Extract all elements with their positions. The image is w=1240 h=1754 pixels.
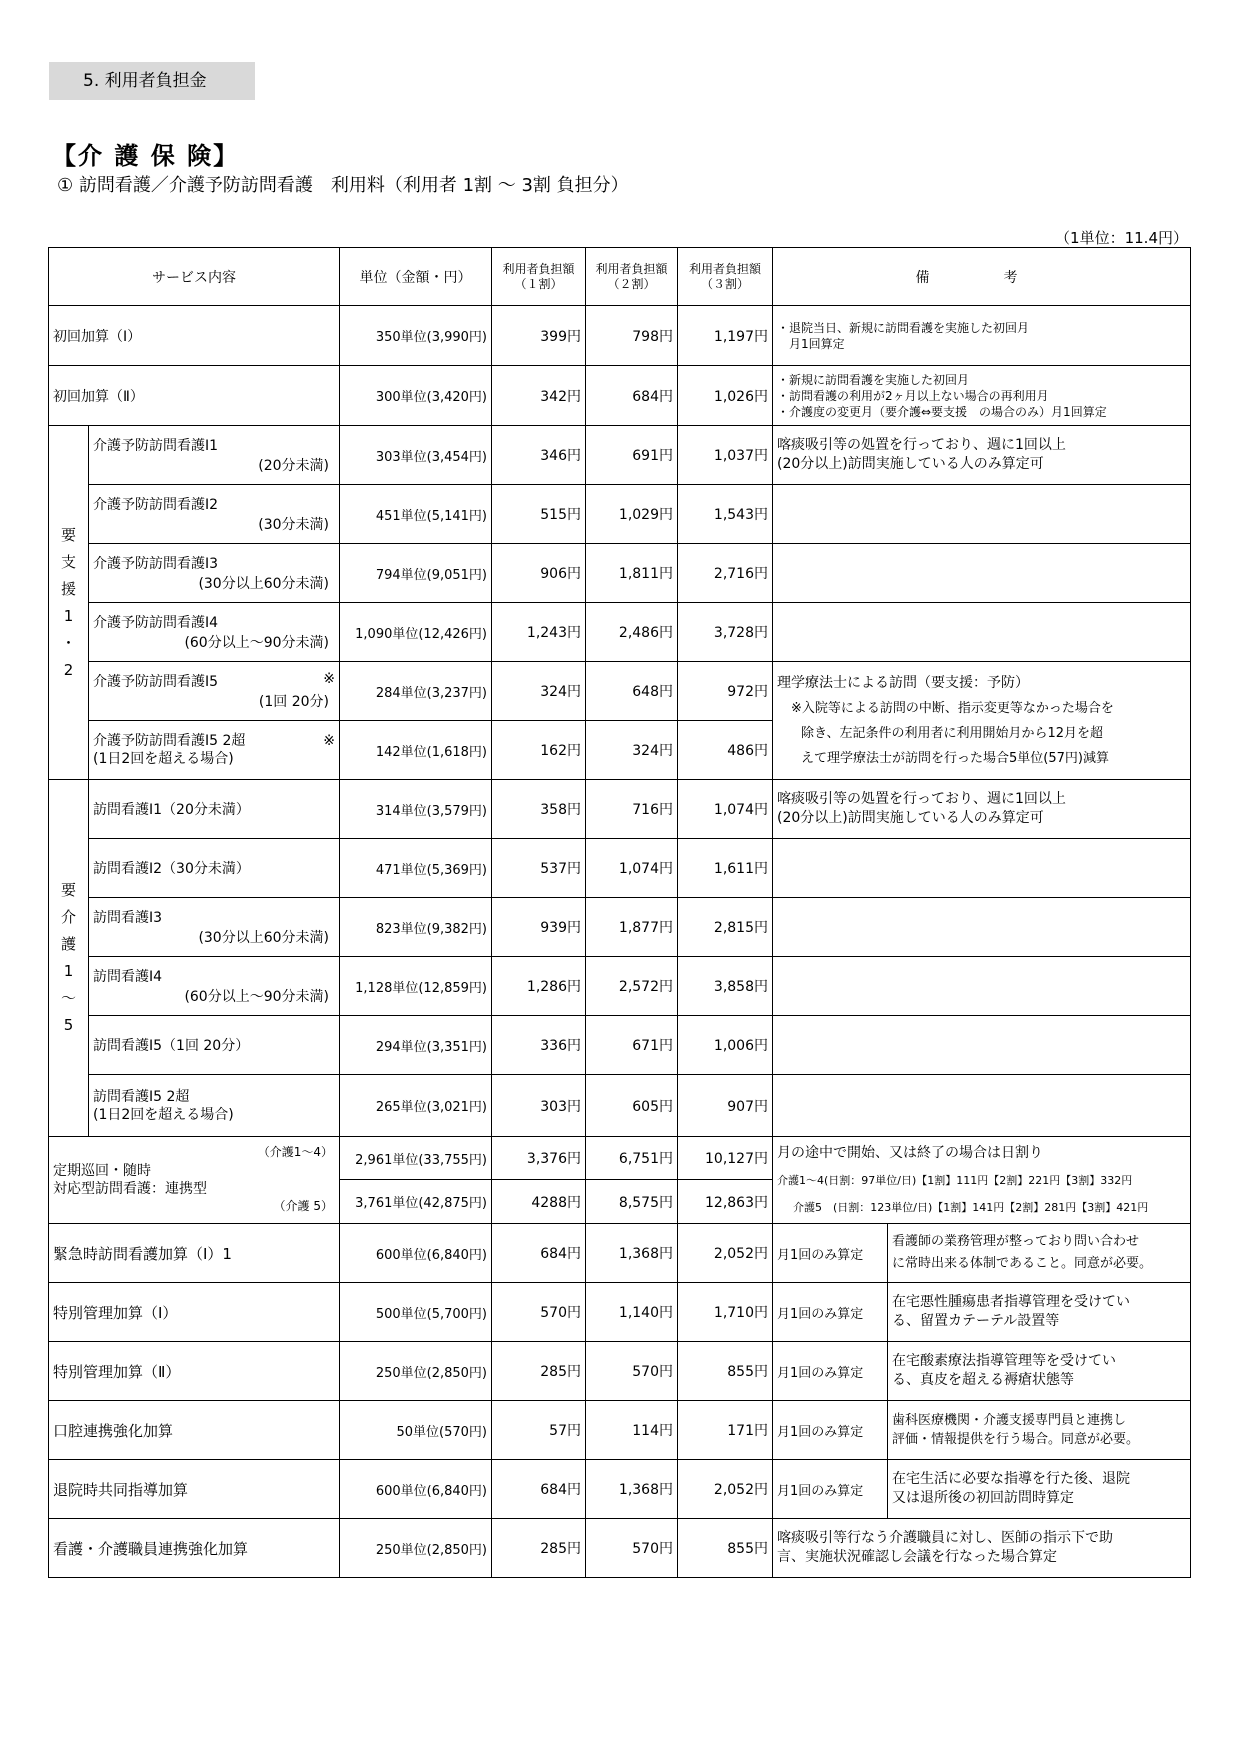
row-note: 在宅生活に必要な指導を行た後、退院 又は退所後の初回訪問時算定 bbox=[888, 1460, 1191, 1519]
row-pay1: 3,376円 bbox=[492, 1137, 586, 1180]
row-note: 喀痰吸引等の処置を行っており、週に1回以上 (20分以上)訪問実施している人のみ算定可 bbox=[773, 426, 1191, 485]
row-unit: 823単位(9,382円) bbox=[340, 898, 492, 957]
row-pay1: 346円 bbox=[492, 426, 586, 485]
row-pay3: 171円 bbox=[678, 1401, 773, 1460]
row-name: 訪問看護Ⅰ5（1回 20分） bbox=[89, 1016, 340, 1075]
row-pay1: 285円 bbox=[492, 1342, 586, 1401]
row-unit: 600単位(6,840円) bbox=[340, 1224, 492, 1283]
row-pay2: 1,811円 bbox=[586, 544, 678, 603]
row-pay3: 855円 bbox=[678, 1519, 773, 1578]
table-row bbox=[49, 1342, 1191, 1401]
table-row bbox=[49, 1137, 1191, 1180]
row-name: 特別管理加算（Ⅰ） bbox=[49, 1283, 340, 1342]
row-note bbox=[773, 957, 1191, 1016]
fee-table bbox=[48, 247, 1191, 1578]
row-note bbox=[773, 1016, 1191, 1075]
row-pay1: 1,243円 bbox=[492, 603, 586, 662]
table-row bbox=[49, 839, 1191, 898]
row-pay2: 1,368円 bbox=[586, 1224, 678, 1283]
row-name: 介護予防訪問看護Ⅰ5 ※ (1回 20分) bbox=[89, 662, 340, 721]
row-pay2: 1,368円 bbox=[586, 1460, 678, 1519]
row-pay3: 486円 bbox=[678, 721, 773, 780]
row-unit: 794単位(9,051円) bbox=[340, 544, 492, 603]
row-unit: 451単位(5,141円) bbox=[340, 485, 492, 544]
row-pay3: 972円 bbox=[678, 662, 773, 721]
row-name: 介護予防訪問看護Ⅰ1 (20分未満) bbox=[89, 426, 340, 485]
row-unit: 300単位(3,420円) bbox=[340, 366, 492, 426]
row-unit: 471単位(5,369円) bbox=[340, 839, 492, 898]
row-pay3: 1,006円 bbox=[678, 1016, 773, 1075]
row-name: 訪問看護Ⅰ4 (60分以上～90分未満) bbox=[89, 957, 340, 1016]
row-pay1: 342円 bbox=[492, 366, 586, 426]
section-tag: 5. 利用者負担金 bbox=[49, 62, 255, 100]
row-note bbox=[773, 603, 1191, 662]
row-pay2: 324円 bbox=[586, 721, 678, 780]
row-pay3: 3,858円 bbox=[678, 957, 773, 1016]
row-unit: 265単位(3,021円) bbox=[340, 1075, 492, 1137]
row-note: 在宅悪性腫瘍患者指導管理を受けてい る、留置カテーテル設置等 bbox=[888, 1283, 1191, 1342]
row-pay2: 114円 bbox=[586, 1401, 678, 1460]
row-frequency: 月1回のみ算定 bbox=[773, 1224, 888, 1283]
row-pay3: 10,127円 bbox=[678, 1137, 773, 1180]
row-pay3: 907円 bbox=[678, 1075, 773, 1137]
row-name: 初回加算（Ⅱ） bbox=[49, 366, 340, 426]
row-note: 喀痰吸引等行なう介護職員に対し、医師の指示下で助 言、実施状況確認し会議を行なった場合算定 bbox=[773, 1519, 1191, 1578]
row-unit: 50単位(570円) bbox=[340, 1401, 492, 1460]
header-unit: 単位（金額・円） bbox=[340, 248, 492, 306]
row-unit: 1,128単位(12,859円) bbox=[340, 957, 492, 1016]
unit-note: （1単位：11.4円） bbox=[1055, 229, 1188, 247]
header-pay2: 利用者負担額 （２割） bbox=[586, 248, 678, 306]
table-row bbox=[49, 1460, 1191, 1519]
table-row bbox=[49, 366, 1191, 426]
row-unit: 303単位(3,454円) bbox=[340, 426, 492, 485]
header-pay3: 利用者負担額 （３割） bbox=[678, 248, 773, 306]
row-name: 特別管理加算（Ⅱ） bbox=[49, 1342, 340, 1401]
row-pay2: 1,029円 bbox=[586, 485, 678, 544]
row-pay2: 605円 bbox=[586, 1075, 678, 1137]
row-note: 看護師の業務管理が整っており問い合わせ に常時出来る体制であること。同意が必要。 bbox=[888, 1224, 1191, 1283]
row-pay3: 1,037円 bbox=[678, 426, 773, 485]
row-pay2: 716円 bbox=[586, 780, 678, 839]
row-pay3: 2,716円 bbox=[678, 544, 773, 603]
row-pay2: 798円 bbox=[586, 306, 678, 366]
row-pay1: 939円 bbox=[492, 898, 586, 957]
table-header bbox=[49, 248, 1191, 306]
row-note bbox=[773, 1075, 1191, 1137]
row-note: 在宅酸素療法指導管理等を受けてい る、真皮を超える褥瘡状態等 bbox=[888, 1342, 1191, 1401]
row-pay1: 906円 bbox=[492, 544, 586, 603]
row-unit: 500単位(5,700円) bbox=[340, 1283, 492, 1342]
row-pay3: 855円 bbox=[678, 1342, 773, 1401]
row-pay1: 399円 bbox=[492, 306, 586, 366]
row-pay3: 3,728円 bbox=[678, 603, 773, 662]
row-pay2: 684円 bbox=[586, 366, 678, 426]
row-pay2: 1,877円 bbox=[586, 898, 678, 957]
page-subtitle: ① 訪問看護／介護予防訪問看護 利用料（利用者 1割 ～ 3割 負担分） bbox=[57, 175, 629, 196]
row-note: ・退院当日、新規に訪問看護を実施した初回月 月1回算定 bbox=[773, 306, 1191, 366]
row-unit: 250単位(2,850円) bbox=[340, 1342, 492, 1401]
row-unit: 2,961単位(33,755円) bbox=[340, 1137, 492, 1180]
row-pay1: 1,286円 bbox=[492, 957, 586, 1016]
row-pay1: 684円 bbox=[492, 1224, 586, 1283]
row-note: 月の途中で開始、又は終了の場合は日割り 介護1～4(日割：97単位/日)【1割】111円【2割】221円【3割】332円 介護5 (日割：123単位/日)【1割】141円【2割】281円【3割】421円 bbox=[773, 1137, 1191, 1224]
row-pay1: 684円 bbox=[492, 1460, 586, 1519]
table-row bbox=[49, 1016, 1191, 1075]
row-pay1: 515円 bbox=[492, 485, 586, 544]
row-pay2: 1,074円 bbox=[586, 839, 678, 898]
row-pay1: 4288円 bbox=[492, 1180, 586, 1224]
row-name: 介護予防訪問看護Ⅰ4 (60分以上～90分未満) bbox=[89, 603, 340, 662]
row-pay3: 1,611円 bbox=[678, 839, 773, 898]
row-pay2: 8,575円 bbox=[586, 1180, 678, 1224]
page-title: 【介 護 保 険】 bbox=[52, 142, 240, 170]
table-row bbox=[49, 662, 1191, 721]
row-unit: 284単位(3,237円) bbox=[340, 662, 492, 721]
row-pay3: 1,197円 bbox=[678, 306, 773, 366]
row-note: ・新規に訪問看護を実施した初回月 ・訪問看護の利用が2ヶ月以上ない場合の再利用月 ・介護度の変更月（要介護⇔要支援 の場合のみ）月1回算定 bbox=[773, 366, 1191, 426]
row-pay2: 648円 bbox=[586, 662, 678, 721]
row-pay2: 1,140円 bbox=[586, 1283, 678, 1342]
row-unit: 294単位(3,351円) bbox=[340, 1016, 492, 1075]
row-name: 口腔連携強化加算 bbox=[49, 1401, 340, 1460]
row-note: 理学療法士による訪問（要支援：予防） ※入院等による訪問の中断、指示変更等なかった場合を 除き、左記条件の利用者に利用開始月から12月を超 えて理学療法士が訪問を行った場合5単位(57円)減算 bbox=[773, 662, 1191, 780]
row-name: 緊急時訪問看護加算（Ⅰ）1 bbox=[49, 1224, 340, 1283]
row-pay2: 2,486円 bbox=[586, 603, 678, 662]
row-pay1: 162円 bbox=[492, 721, 586, 780]
row-name: 介護予防訪問看護Ⅰ2 (30分未満) bbox=[89, 485, 340, 544]
row-pay3: 12,863円 bbox=[678, 1180, 773, 1224]
table-row bbox=[49, 1224, 1191, 1283]
row-name: 看護・介護職員連携強化加算 bbox=[49, 1519, 340, 1578]
row-name: 初回加算（Ⅰ） bbox=[49, 306, 340, 366]
row-pay3: 1,543円 bbox=[678, 485, 773, 544]
table-row bbox=[49, 780, 1191, 839]
table-row bbox=[49, 898, 1191, 957]
header-remarks: 備 考 bbox=[773, 248, 1191, 306]
row-name: 介護予防訪問看護Ⅰ3 (30分以上60分未満) bbox=[89, 544, 340, 603]
row-unit: 600単位(6,840円) bbox=[340, 1460, 492, 1519]
row-name: （介護1～4） 定期巡回・随時 対応型訪問看護：連携型 （介護 5） bbox=[49, 1137, 340, 1224]
header-service: サービス内容 bbox=[49, 248, 340, 306]
row-unit: 250単位(2,850円) bbox=[340, 1519, 492, 1578]
row-name: 訪問看護Ⅰ5 2超 (1日2回を超える場合) bbox=[89, 1075, 340, 1137]
row-pay1: 57円 bbox=[492, 1401, 586, 1460]
row-frequency: 月1回のみ算定 bbox=[773, 1401, 888, 1460]
table-row bbox=[49, 603, 1191, 662]
row-unit: 3,761単位(42,875円) bbox=[340, 1180, 492, 1224]
table-row bbox=[49, 306, 1191, 366]
row-note bbox=[773, 898, 1191, 957]
row-unit: 350単位(3,990円) bbox=[340, 306, 492, 366]
row-frequency: 月1回のみ算定 bbox=[773, 1283, 888, 1342]
table-row bbox=[49, 426, 1191, 485]
row-pay3: 2,052円 bbox=[678, 1460, 773, 1519]
table-row bbox=[49, 1075, 1191, 1137]
table-row bbox=[49, 1283, 1191, 1342]
table-row bbox=[49, 1401, 1191, 1460]
row-name: 訪問看護Ⅰ1（20分未満） bbox=[89, 780, 340, 839]
row-pay2: 570円 bbox=[586, 1342, 678, 1401]
group-label-care: 要 介 護 1 ～ 5 bbox=[49, 780, 89, 1137]
row-name: 訪問看護Ⅰ3 (30分以上60分未満) bbox=[89, 898, 340, 957]
row-name: 退院時共同指導加算 bbox=[49, 1460, 340, 1519]
row-pay3: 2,815円 bbox=[678, 898, 773, 957]
row-name: 介護予防訪問看護Ⅰ5 2超 ※ (1日2回を超える場合) bbox=[89, 721, 340, 780]
row-note: 歯科医療機関・介護支援専門員と連携し 評価・情報提供を行う場合。同意が必要。 bbox=[888, 1401, 1191, 1460]
table-row bbox=[49, 957, 1191, 1016]
row-unit: 1,090単位(12,426円) bbox=[340, 603, 492, 662]
row-note: 喀痰吸引等の処置を行っており、週に1回以上 (20分以上)訪問実施している人のみ算定可 bbox=[773, 780, 1191, 839]
row-pay3: 1,074円 bbox=[678, 780, 773, 839]
table-row bbox=[49, 544, 1191, 603]
row-pay3: 1,710円 bbox=[678, 1283, 773, 1342]
row-unit: 142単位(1,618円) bbox=[340, 721, 492, 780]
row-pay3: 1,026円 bbox=[678, 366, 773, 426]
group-label-support: 要 支 援 1 ・ 2 bbox=[49, 426, 89, 780]
row-pay3: 2,052円 bbox=[678, 1224, 773, 1283]
row-pay1: 537円 bbox=[492, 839, 586, 898]
header-pay1: 利用者負担額 （１割） bbox=[492, 248, 586, 306]
row-note bbox=[773, 544, 1191, 603]
row-pay2: 2,572円 bbox=[586, 957, 678, 1016]
row-frequency: 月1回のみ算定 bbox=[773, 1342, 888, 1401]
row-pay1: 336円 bbox=[492, 1016, 586, 1075]
row-note bbox=[773, 485, 1191, 544]
row-pay1: 285円 bbox=[492, 1519, 586, 1578]
row-pay1: 324円 bbox=[492, 662, 586, 721]
row-pay1: 570円 bbox=[492, 1283, 586, 1342]
row-pay2: 570円 bbox=[586, 1519, 678, 1578]
row-pay1: 358円 bbox=[492, 780, 586, 839]
row-note bbox=[773, 839, 1191, 898]
row-pay2: 6,751円 bbox=[586, 1137, 678, 1180]
row-pay1: 303円 bbox=[492, 1075, 586, 1137]
table-row bbox=[49, 1519, 1191, 1578]
row-frequency: 月1回のみ算定 bbox=[773, 1460, 888, 1519]
row-pay2: 671円 bbox=[586, 1016, 678, 1075]
table-row bbox=[49, 485, 1191, 544]
row-name: 訪問看護Ⅰ2（30分未満） bbox=[89, 839, 340, 898]
row-pay2: 691円 bbox=[586, 426, 678, 485]
row-unit: 314単位(3,579円) bbox=[340, 780, 492, 839]
